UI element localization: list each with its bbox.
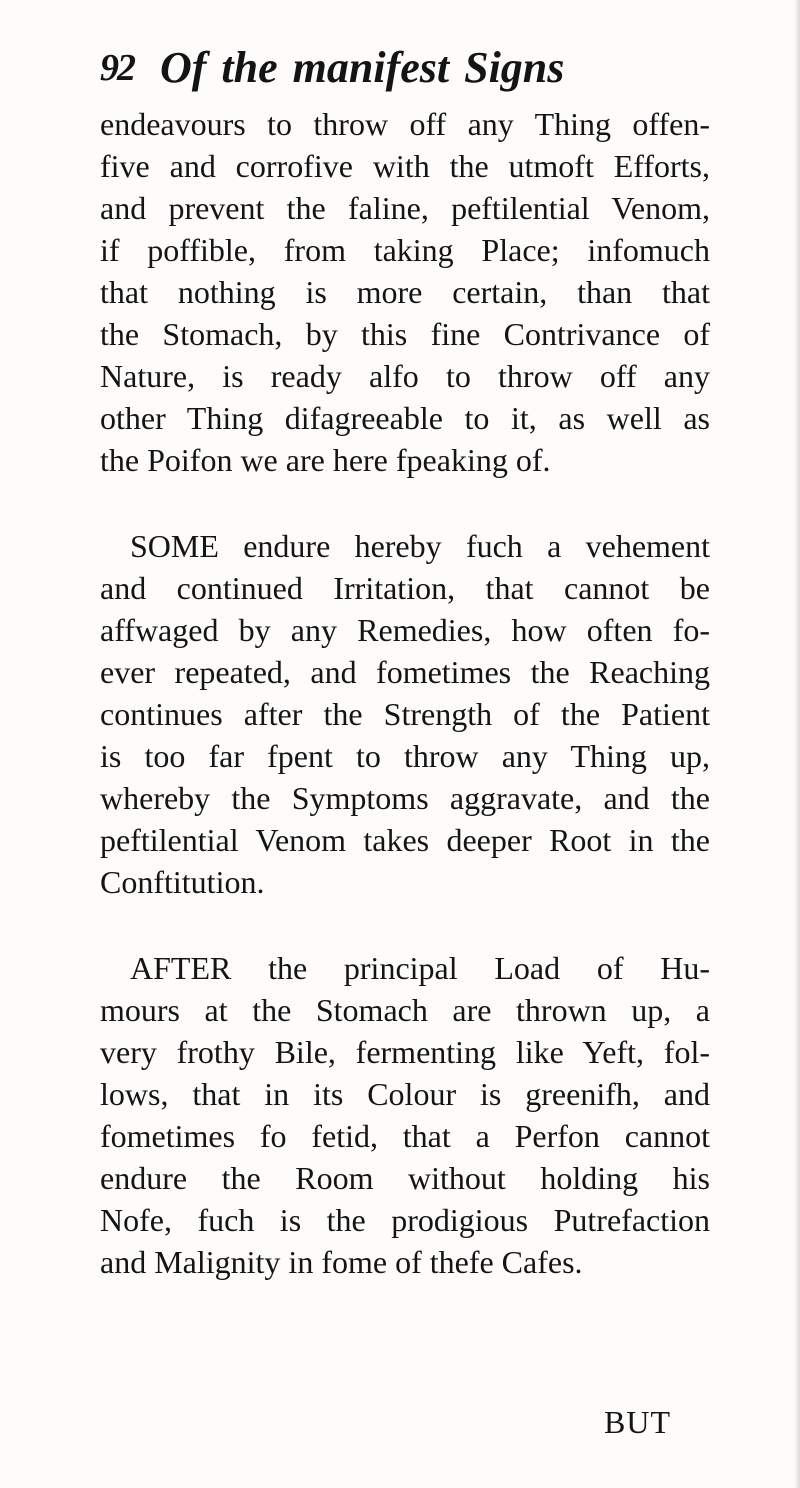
- paragraph: [100, 525, 710, 903]
- text-line: and continued Irritation, that cannot be: [100, 570, 710, 606]
- text-line: SOME endure hereby fuch a vehement: [130, 528, 710, 564]
- text-line: and Malignity in fome of thefe Cafes.: [100, 1244, 583, 1280]
- paragraph-gap: [100, 903, 710, 947]
- text-line: Conftitution.: [100, 864, 265, 900]
- text-line: is too far fpent to throw any Thing up,: [100, 738, 710, 774]
- paragraph: [100, 103, 710, 481]
- text-line: if poffible, from taking Place; infomuch: [100, 232, 710, 268]
- text-line: endure the Room without holding his: [100, 1160, 710, 1196]
- body-text: [100, 103, 710, 1283]
- text-line: other Thing difagreeable to it, as well as: [100, 400, 710, 436]
- text-line: lows, that in its Colour is greenifh, and: [100, 1076, 710, 1112]
- text-line: affwaged by any Remedies, how often fo-: [100, 612, 710, 648]
- text-line: Nofe, fuch is the prodigious Putrefaction: [100, 1202, 710, 1238]
- text-line: the Stomach, by this fine Contrivance of: [100, 316, 710, 352]
- text-line: and prevent the faline, peftilential Venom,: [100, 190, 710, 226]
- text-line: whereby the Symptoms aggravate, and the: [100, 780, 710, 816]
- text-line: Nature, is ready alfo to throw off any: [100, 358, 710, 394]
- text-line: very frothy Bile, fermenting like Yeft, fol-: [100, 1034, 710, 1070]
- text-line: five and corrofive with the utmoft Efforts,: [100, 148, 710, 184]
- text-line: continues after the Strength of the Patient: [100, 696, 710, 732]
- text-line: mours at the Stomach are thrown up, a: [100, 992, 710, 1028]
- page-header: [100, 42, 740, 102]
- paragraph: [100, 947, 710, 1283]
- running-title: Of the manifest Signs: [160, 43, 565, 92]
- catchword: BUT: [604, 1404, 671, 1440]
- page-edge-shadow: [794, 0, 800, 1488]
- text-line: ever repeated, and fometimes the Reaching: [100, 654, 710, 690]
- text-line: that nothing is more certain, than that: [100, 274, 710, 310]
- text-line: the Poifon we are here fpeaking of.: [100, 442, 551, 478]
- text-line: AFTER the principal Load of Hu-: [130, 950, 710, 986]
- text-line: fometimes fo fetid, that a Perfon cannot: [100, 1118, 710, 1154]
- page-number: 92: [100, 47, 134, 89]
- text-line: endeavours to throw off any Thing offen-: [100, 106, 710, 142]
- paragraph-gap: [100, 481, 710, 525]
- text-line: peftilential Venom takes deeper Root in the: [100, 822, 710, 858]
